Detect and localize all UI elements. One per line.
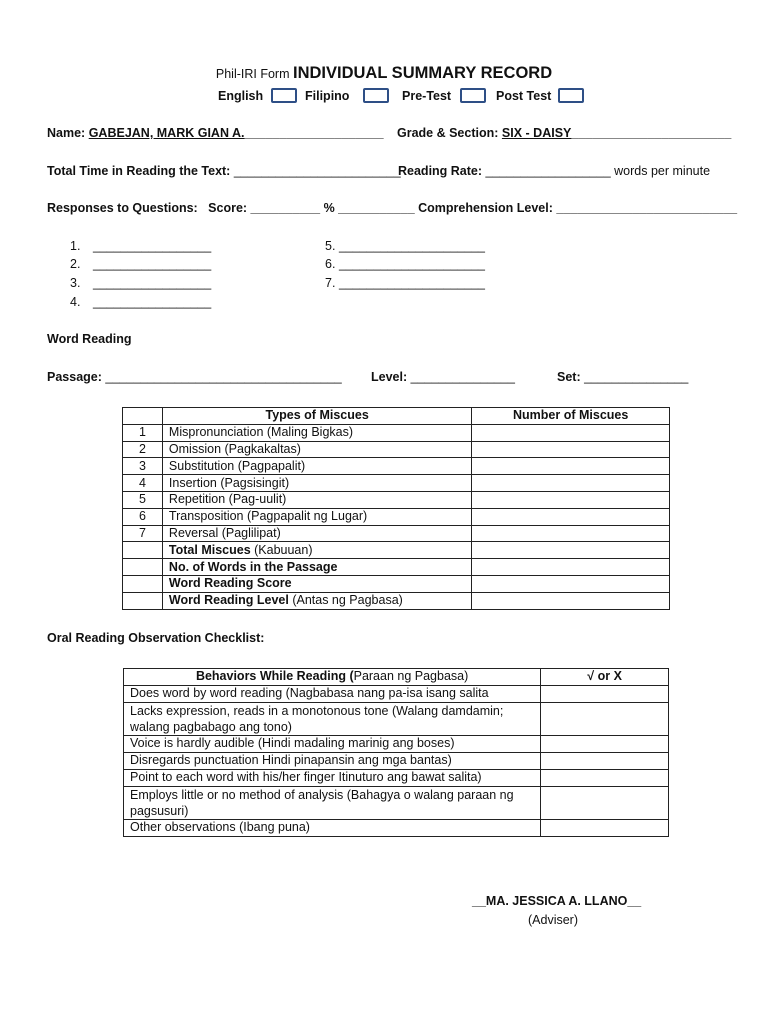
passage-blank[interactable]: __________________________________ — [105, 370, 342, 384]
response-number: 4. — [70, 295, 81, 309]
response-blank[interactable]: _____________________ — [339, 257, 485, 271]
checklist-mark-cell[interactable] — [541, 752, 669, 769]
checklist-row — [124, 819, 669, 836]
set-label: Set: — [557, 370, 581, 384]
summary-value-cell[interactable] — [472, 575, 670, 592]
checklist-behavior: Lacks expression, reads in a monotonous tone (Walang damdamin; walang pagbabago ang tono) — [124, 702, 541, 735]
checklist-behavior: Voice is hardly audible (Hindi madaling marinig ang boses) — [124, 735, 541, 752]
level-blank[interactable]: _______________ — [410, 370, 515, 384]
row-number: 2 — [123, 441, 163, 458]
table-row — [123, 491, 670, 508]
word-reading-heading: Word Reading — [47, 332, 132, 346]
grade-row — [397, 126, 731, 140]
checklist-table — [123, 668, 669, 837]
summary-bold: Word Reading Score — [168, 576, 292, 591]
table-row — [123, 441, 670, 458]
level-row — [371, 370, 515, 384]
row-number: 6 — [123, 508, 163, 525]
checklist-row — [124, 752, 669, 769]
response-blank[interactable]: _____________________ — [339, 239, 485, 253]
checklist-row — [124, 702, 669, 735]
table-header-num — [123, 408, 163, 425]
comprehension-blank[interactable]: __________________________ — [556, 201, 738, 215]
name-value[interactable]: GABEJAN, MARK GIAN A. — [88, 126, 245, 140]
row-number: 4 — [123, 475, 163, 492]
table-row — [123, 475, 670, 492]
grade-value[interactable]: SIX - DAISY — [501, 126, 572, 140]
row-count-cell[interactable] — [472, 475, 670, 492]
option-pretest-checkbox[interactable] — [460, 88, 486, 103]
response-number: 3. — [70, 276, 81, 290]
checklist-behavior: Employs little or no method of analysis (Bahagya o walang paraan ng pagsusuri) — [124, 786, 541, 819]
response-item — [325, 239, 335, 253]
score-blank[interactable]: __________ — [250, 201, 321, 215]
checklist-mark-cell[interactable] — [541, 685, 669, 702]
option-posttest-checkbox[interactable] — [558, 88, 584, 103]
response-item — [325, 257, 335, 271]
summary-label — [162, 559, 471, 576]
summary-value-cell[interactable] — [472, 592, 670, 609]
summary-row — [123, 575, 670, 592]
row-label: Repetition (Pag-uulit) — [162, 491, 471, 508]
summary-label — [162, 542, 471, 559]
option-english-checkbox[interactable] — [271, 88, 297, 103]
reading-rate-blank[interactable]: __________________ — [485, 164, 611, 178]
level-label: Level: — [371, 370, 408, 384]
name-row — [47, 126, 384, 140]
passage-row — [47, 370, 342, 384]
checklist-header-rest: Paraan ng Pagbasa) — [353, 669, 469, 684]
table-row — [123, 525, 670, 542]
summary-rest: (Antas ng Pagbasa) — [288, 593, 403, 608]
total-time-row — [47, 164, 401, 178]
checklist-mark-cell[interactable] — [541, 819, 669, 836]
grade-label: Grade & Section: — [397, 126, 499, 140]
checklist-behavior: Disregards punctuation Hindi pinapansin ang mga bantas) — [124, 752, 541, 769]
form-title — [0, 64, 768, 83]
summary-blank — [123, 542, 163, 559]
table-row — [123, 508, 670, 525]
row-label: Substitution (Pagpapalit) — [162, 458, 471, 475]
checklist-behavior: Does word by word reading (Nagbabasa nang pa-isa isang salita — [124, 685, 541, 702]
checklist-heading: Oral Reading Observation Checklist: — [47, 631, 265, 645]
set-blank[interactable]: _______________ — [584, 370, 689, 384]
signature-role: (Adviser) — [528, 913, 579, 927]
table-header-type: Types of Miscues — [162, 408, 471, 425]
responses-row — [47, 201, 737, 215]
row-count-cell[interactable] — [472, 491, 670, 508]
checklist-row — [124, 685, 669, 702]
checklist-row — [124, 769, 669, 786]
option-english-label: English — [218, 89, 264, 103]
summary-blank — [123, 575, 163, 592]
table-row — [123, 458, 670, 475]
table-header-count: Number of Miscues — [472, 408, 670, 425]
response-number: 2. — [70, 257, 81, 271]
row-label: Transposition (Pagpapalit ng Lugar) — [162, 508, 471, 525]
response-blank[interactable]: _________________ — [93, 257, 212, 271]
response-number: 1. — [70, 239, 81, 253]
checklist-header-row — [124, 669, 669, 686]
reading-rate-row — [398, 164, 710, 178]
summary-value-cell[interactable] — [472, 559, 670, 576]
row-label: Insertion (Pagsisingit) — [162, 475, 471, 492]
table-row — [123, 424, 670, 441]
response-item — [70, 239, 80, 253]
summary-row — [123, 559, 670, 576]
response-number: 7. — [325, 276, 336, 290]
summary-bold: Word Reading Level — [168, 593, 289, 608]
responses-label: Responses to Questions: — [47, 201, 198, 215]
option-pretest-label: Pre-Test — [402, 89, 452, 103]
score-label: Score: — [208, 201, 248, 215]
total-time-blank[interactable]: ________________________ — [233, 164, 401, 178]
checklist-mark-cell[interactable] — [541, 769, 669, 786]
summary-label — [162, 575, 471, 592]
row-label: Mispronunciation (Maling Bigkas) — [162, 424, 471, 441]
row-count-cell[interactable] — [472, 525, 670, 542]
checklist-header-bold: Behaviors While Reading ( — [195, 669, 354, 684]
comprehension-label: Comprehension Level: — [418, 201, 553, 215]
checklist-mark-cell[interactable] — [541, 735, 669, 752]
set-row — [557, 370, 688, 384]
passage-label: Passage: — [47, 370, 102, 384]
percent-sign: % — [323, 201, 335, 215]
table-header-row — [123, 408, 670, 425]
summary-blank — [123, 592, 163, 609]
checklist-row — [124, 786, 669, 819]
response-item — [70, 276, 80, 290]
checklist-behavior: Other observations (Ibang puna) — [124, 819, 541, 836]
reading-rate-unit: words per minute — [614, 164, 711, 178]
total-time-label: Total Time in Reading the Text: — [47, 164, 231, 178]
checklist-header-behavior — [124, 669, 541, 686]
summary-row — [123, 592, 670, 609]
row-number: 7 — [123, 525, 163, 542]
option-filipino-label: Filipino — [305, 89, 350, 103]
row-count-cell[interactable] — [472, 424, 670, 441]
summary-value-cell[interactable] — [472, 542, 670, 559]
row-count-cell[interactable] — [472, 508, 670, 525]
summary-bold: Total Miscues — [168, 542, 251, 557]
response-number: 5. — [325, 239, 336, 253]
row-number: 5 — [123, 491, 163, 508]
response-blank[interactable]: _________________ — [93, 295, 212, 309]
response-item — [70, 257, 80, 271]
miscues-table — [122, 407, 670, 610]
row-label: Reversal (Paglilipat) — [162, 525, 471, 542]
row-label: Omission (Pagkakaltas) — [162, 441, 471, 458]
checklist-mark-cell[interactable] — [541, 786, 669, 819]
percent-blank[interactable]: ___________ — [338, 201, 415, 215]
signature-name: __MA. JESSICA A. LLANO__ — [472, 894, 642, 908]
summary-row — [123, 542, 670, 559]
option-filipino-checkbox[interactable] — [363, 88, 389, 103]
reading-rate-label: Reading Rate: — [398, 164, 483, 178]
summary-bold: No. of Words in the Passage — [168, 559, 338, 574]
row-number: 1 — [123, 424, 163, 441]
name-label: Name: — [47, 126, 86, 140]
response-blank[interactable]: _________________ — [93, 276, 212, 290]
summary-rest: (Kabuuan) — [250, 542, 313, 557]
response-item — [70, 295, 80, 309]
form-prefix: Phil-IRI Form — [215, 67, 290, 81]
summary-blank — [123, 559, 163, 576]
name-blank: ____________________ — [244, 126, 384, 140]
grade-blank: _______________________ — [571, 126, 732, 140]
option-posttest-label: Post Test — [496, 89, 552, 103]
response-blank[interactable]: _____________________ — [339, 276, 485, 290]
checklist-row — [124, 735, 669, 752]
row-count-cell[interactable] — [472, 441, 670, 458]
checklist-mark-cell[interactable] — [541, 702, 669, 735]
response-item — [325, 276, 335, 290]
checklist-header-mark: √ or X — [541, 669, 669, 686]
response-blank[interactable]: _________________ — [93, 239, 212, 253]
response-number: 6. — [325, 257, 336, 271]
form-main-title: INDIVIDUAL SUMMARY RECORD — [292, 64, 553, 82]
row-number: 3 — [123, 458, 163, 475]
summary-label — [162, 592, 471, 609]
row-count-cell[interactable] — [472, 458, 670, 475]
checklist-behavior: Point to each word with his/her finger Itinuturo ang bawat salita) — [124, 769, 541, 786]
